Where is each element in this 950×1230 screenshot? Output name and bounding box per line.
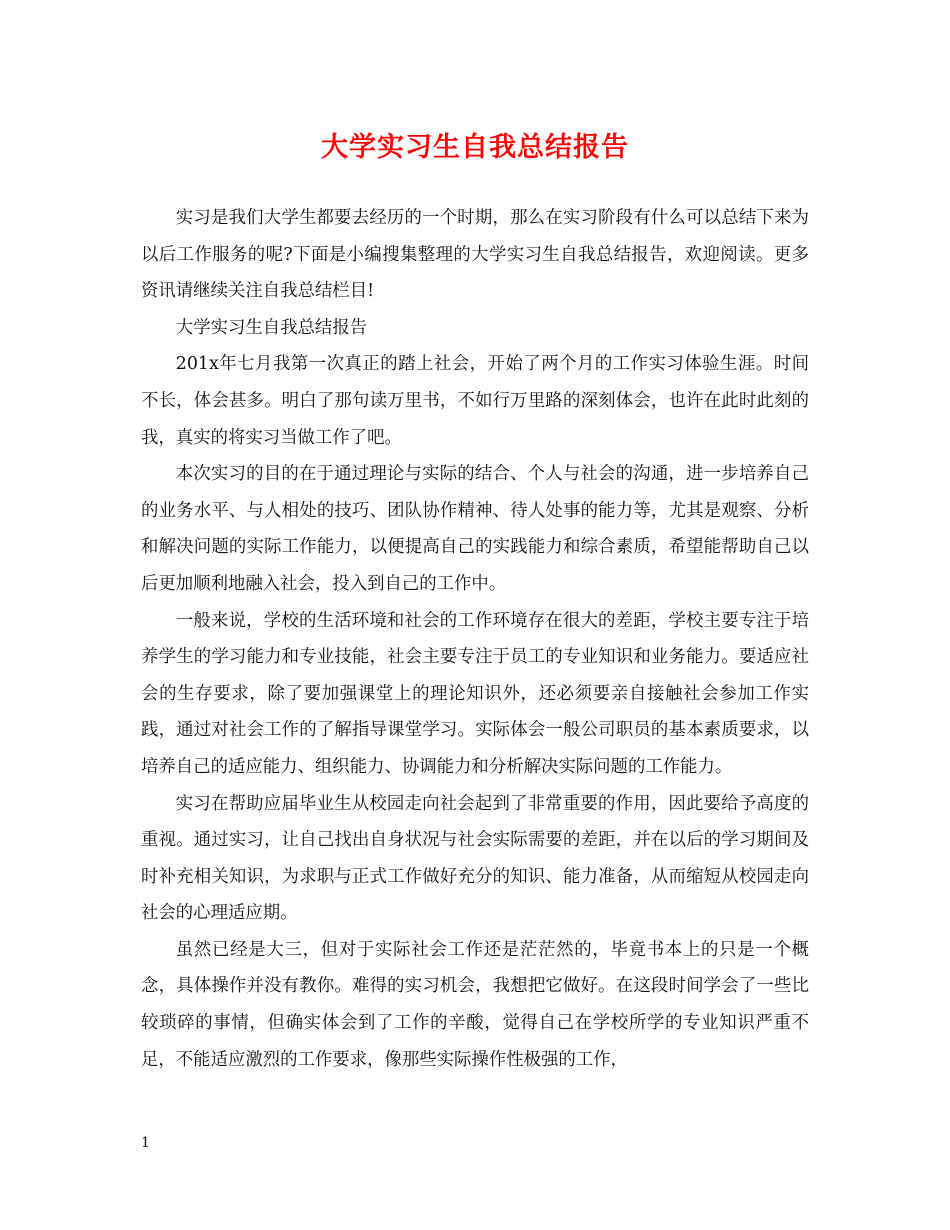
paragraph-3: 本次实习的目的在于通过理论与实际的结合、个人与社会的沟通，进一步培养自己的业务水平、与人相处的技巧、团队协作精神、待人处事的能力等，尤其是观察、分析和解决问题的实际工作能力，以便提高自己的实践能力和综合素质，希望能帮助自己以后更加顺利地融入社会，投入到自己的工作中。 (141, 464, 809, 594)
document-title: 大学实习生自我总结报告 (321, 132, 629, 163)
page-number: 1 (141, 1135, 150, 1151)
document-body (141, 200, 809, 1078)
paragraph-2: 201x年七月我第一次真正的踏上社会，开始了两个月的工作实习体验生涯。时间不长，体会甚多。明白了那句读万里书，不如行万里路的深刻体会，也许在此时此刻的我，真实的将实习当做工作了吧。 (141, 354, 809, 448)
paragraph-subtitle: 大学实习生自我总结报告 (175, 317, 368, 338)
paragraph-4: 一般来说，学校的生活环境和社会的工作环境存在很大的差距，学校主要专注于培养学生的学习能力和专业技能，社会主要专注于员工的专业知识和业务能力。要适应社会的生存要求，除了要加强课堂上的理论知识外，还必须要亲自接触社会参加工作实践，通过对社会工作的了解指导课堂学习。实际体会一般公司职员的基本素质要求，以培养自己的适应能力、组织能力、协调能力和分析解决实际问题的工作能力。 (141, 610, 809, 777)
paragraph-intro: 实习是我们大学生都要去经历的一个时期，那么在实习阶段有什么可以总结下来为以后工作服务的呢?下面是小编搜集整理的大学实习生自我总结报告，欢迎阅读。更多资讯请继续关注自我总结栏目! (141, 208, 809, 302)
paragraph-5: 实习在帮助应届毕业生从校园走向社会起到了非常重要的作用，因此要给予高度的重视。通过实习，让自己找出自身状况与社会实际需要的差距，并在以后的学习期间及时补充相关知识，为求职与正式工作做好充分的知识、能力准备，从而缩短从校园走向社会的心理适应期。 (141, 793, 809, 924)
paragraph-6: 虽然已经是大三，但对于实际社会工作还是茫茫然的，毕竟书本上的只是一个概念，具体操作并没有教你。难得的实习机会，我想把它做好。在这段时间学会了一些比较琐碎的事情，但确实体会到了工作的辛酸，觉得自己在学校所学的专业知识严重不足，不能适应激烈的工作要求，像那些实际操作性极强的工作， (141, 939, 809, 1070)
